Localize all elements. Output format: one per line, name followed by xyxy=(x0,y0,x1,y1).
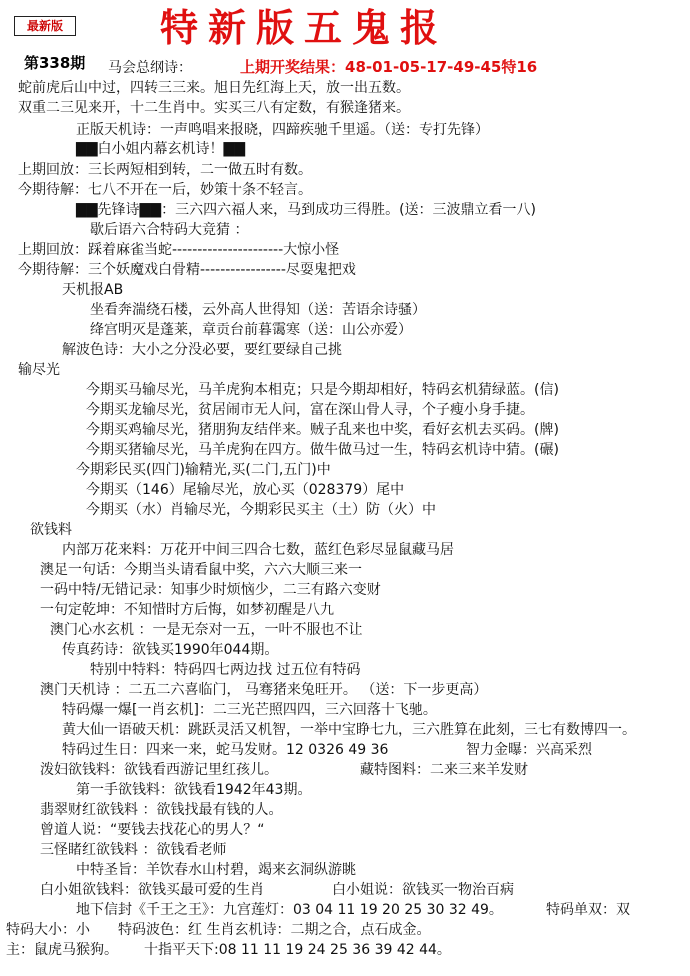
text-line: 特码单双：双 xyxy=(546,902,630,918)
page-title: 特新版五鬼报 xyxy=(160,5,449,50)
text-line: 内部万花来料：万花开中间三四合七数，蓝红色彩尽显鼠藏马居 xyxy=(62,542,454,558)
text-line: 翡翠财红欲钱料 ：欲钱找最有钱的人。 xyxy=(40,802,283,818)
text-line: 地下信封《千王之王》：九宫莲灯：03 04 11 19 20 25 30 32 49。 xyxy=(76,902,503,918)
text-line: 中特圣旨：羊饮春水山村碧，竭来玄洞纵游眺 xyxy=(76,862,356,878)
text-line: 智力金曝：兴高采烈 xyxy=(466,742,592,758)
text-line: 藏特图料：二来三来羊发财 xyxy=(360,762,528,778)
issue-number: 第338期 xyxy=(24,54,86,72)
last-draw-result: 上期开奖结果：48-01-05-17-49-45特16 xyxy=(240,58,538,76)
text-line: 今期彩民买(四门)输精光,买(二门,五门)中 xyxy=(76,462,331,478)
text-line: 特码大小：小 xyxy=(6,922,90,938)
text-line: 十指平天下:08 11 11 19 24 25 36 39 42 44。 xyxy=(144,942,451,958)
text-line: 黄大仙一语破天机：跳跃灵活又机智，一举中宝睁七九，三六胜算在此刻，三七有数博四一。 xyxy=(62,722,636,738)
text-line: 上期回放：三长两短相到转，二一做五时有数。 xyxy=(18,162,312,178)
text-line: 三怪睹红欲钱料 ：欲钱看老师 xyxy=(40,842,227,858)
text-line: 主：鼠虎马猴狗。 xyxy=(6,942,118,958)
text-line: 澳门心水玄机 ：一是无奈对一五，一叶不服也不让 xyxy=(50,622,363,638)
text-line: 一码中特/无错记录：知事少时烦恼少，二三有路六变财 xyxy=(40,582,381,598)
text-line: 曾道人说：“要钱去找花心的男人？“ xyxy=(40,822,265,838)
text-line: 马会总纲诗： xyxy=(108,60,192,76)
text-line: 双重二三见来开，十二生肖中。实买三八有定数，有猴逢猪来。 xyxy=(18,100,410,116)
text-line: 特别中特料：特码四七两边找 过五位有特码 xyxy=(90,662,361,678)
text-line: 特码波色：红 生肖玄机诗：二期之合，点石成金。 xyxy=(118,922,431,938)
text-line: 绛宫明灭是蓬莱，章贡台前暮霭寒（送：山公亦爱） xyxy=(90,322,412,338)
text-line: 歇后语六合特码大竞猜 ： xyxy=(90,222,249,238)
text-line: 今期买鸡输尽光，猪朋狗友结伴来。贼子乱来也中奖，看好玄机去买码。(牌) xyxy=(86,422,559,438)
text-line: 今期买马输尽光，马羊虎狗本相克；只是今期却相好，特码玄机猜绿蓝。(信) xyxy=(86,382,559,398)
text-line: 今期待解：七八不开在一后，妙策十条不轻言。 xyxy=(18,182,312,198)
text-line: ▇▇先锋诗▇▇：三六四六福人来，马到成功三得胜。(送：三波鼎立看一八) xyxy=(76,202,536,218)
text-line: 传真药诗：欲钱买1990年044期。 xyxy=(62,642,279,658)
text-line: 坐看奔湍绕石楼，云外高人世得知（送：苦语余诗骚） xyxy=(90,302,426,318)
text-line: 第一手欲钱料：欲钱看1942年43期。 xyxy=(76,782,312,798)
text-line: 澳门天机诗 ：二五二六喜临门， 马骞猪来兔旺开。 （送：下一步更高） xyxy=(40,682,488,698)
text-line: 白小姐说：欲钱买一物治百病 xyxy=(332,882,514,898)
text-line: 欲钱料 xyxy=(30,522,72,538)
text-line: 输尽光 xyxy=(18,362,60,378)
text-line: 天机报AB xyxy=(62,282,124,298)
text-line: 今期买（水）肖输尽光，今期彩民买主（土）防（火）中 xyxy=(86,502,436,518)
text-line: 今期买（146）尾输尽光，放心买（028379）尾中 xyxy=(86,482,405,498)
text-line: 蛇前虎后山中过，四转三三来。旭日先红海上天，放一出五数。 xyxy=(18,80,410,96)
text-line: 特码爆一爆[一肖玄机]：二三光芒照四四，三六回落十飞驰。 xyxy=(62,702,437,718)
text-line: 今期买龙输尽光，贫居闹市无人问，富在深山骨人寻，个子瘦小身手捷。 xyxy=(86,402,534,418)
text-line: 今期买猪输尽光，马羊虎狗在四方。做牛做马过一生，特码玄机诗中猜。(碾) xyxy=(86,442,559,458)
text-line: ▇▇白小姐内幕玄机诗！▇▇ xyxy=(76,141,246,157)
text-line: 澳足一句话：今期当头请看鼠中奖，六六大顺三来一 xyxy=(40,562,362,578)
text-line: 今期待解：三个妖魔戏白骨精-----------------尽耍鬼把戏 xyxy=(18,262,356,278)
latest-edition-badge: 最新版 xyxy=(14,16,76,36)
text-line: 正版天机诗：一声鸣唱来报晓，四蹄疾驰千里遥。（送：专打先锋） xyxy=(76,122,489,138)
text-line: 白小姐欲钱料：欲钱买最可爱的生肖 xyxy=(40,882,264,898)
text-line: 一句定乾坤：不知惜时方后悔，如梦初醒是八九 xyxy=(40,602,334,618)
text-line: 特码过生日：四来一来，蛇马发财。12 0326 49 36 xyxy=(62,742,389,758)
text-line: 上期回放：踩着麻雀当蛇----------------------大惊小怪 xyxy=(18,242,340,258)
text-line: 解波色诗：大小之分没必要，要红要绿自己挑 xyxy=(62,342,342,358)
text-line: 泼妇欲钱料：欲钱看西游记里红孩儿。 xyxy=(40,762,278,778)
